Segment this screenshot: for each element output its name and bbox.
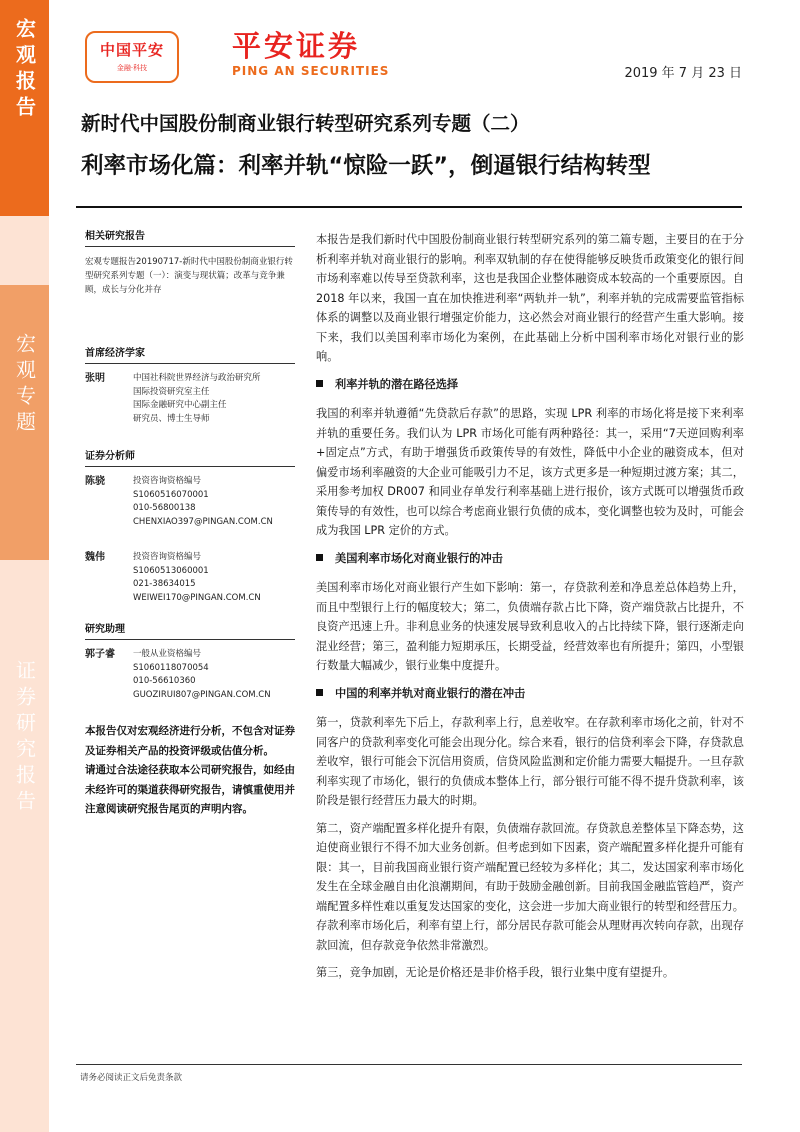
analyst-email-link[interactable]: WEIWEI170@PINGAN.COM.CN [133,592,261,603]
square-bullet-icon [316,380,323,387]
report-date: 2019 年 7 月 23 日 [624,66,742,81]
analysts-heading: 证券分析师 [85,450,295,467]
report-title-series: 新时代中国股份制商业银行转型研究系列专题（二） [81,112,530,135]
sidebar-block-research-report [0,628,49,1132]
assistant-email-link[interactable]: GUOZIRUI807@PINGAN.COM.CN [133,689,271,700]
chief-economist-name: 张明 [85,373,105,384]
assistant-info-line: 一般从业资格编号 [133,649,202,659]
analyst-info-line: 投资咨询资格编号 [133,476,202,486]
ping-an-group-logo [85,31,179,83]
analyst-info-line: S1060513060001 [133,565,209,576]
related-reports-heading: 相关研究报告 [85,230,295,247]
left-info-column [85,230,295,820]
chief-economist-entry [85,372,295,426]
analyst-info-line: 021-38634015 [133,579,196,589]
section-heading [316,549,744,569]
chief-economist-info [133,372,261,426]
body-paragraph: 第三，竞争加剧，无论是价格还是非价格手段，银行业集中度有望提升。 [316,966,675,979]
logo-group-name: 中国平安 [99,41,164,59]
analyst-info-line: 投资咨询资格编号 [133,552,202,562]
body-paragraph: 我国的利率并轨遵循“先贷款后存款”的思路，实现 LPR 利率的市场化将是接下来利率并轨的重要任务。我们认为 LPR 市场化可能有两种路径：其一，采用“7天逆回购利率+固定点”方式，有助于增强货币政策传导的有效性，降低中小企业的融资成本，但对偏爱市场利率融资的大企业可能吸引力不足，该方式更多是一种短期过渡方案；其二，采用参考加权 DR007 和同业存单发行利率基础上进行报价，该方式既可以增强货币政策传导的有效性，也可以综合考虑商业银行负债的成本，变化调整也较为及时，可能会成为我国 LPR 定价的方式。 [316,407,744,537]
assistant-name: 郭子睿 [85,649,115,660]
square-bullet-icon [316,554,323,561]
logo-securities-english: PING AN SECURITIES [232,64,390,78]
ping-an-securities-logo [232,30,389,78]
analyst-entry [85,551,295,605]
logo-group-tagline: 金融·科技 [116,64,148,72]
section-heading-text: 利率并轨的潜在路径选择 [335,377,459,391]
analyst-email-link[interactable]: CHENXIAO397@PINGAN.COM.CN [133,516,273,527]
disclaimer-legal-source: 请通过合法途径获取本公司研究报告，如经由未经许可的渠道获得研究报告，请慎重使用并注意阅读研究报告尾页的声明内容。 [85,764,295,815]
main-body [316,230,744,991]
chief-info-line: 中国社科院世界经济与政治研究所 [133,373,261,383]
sidebar-vertical-label: 证券研究报告 [12,660,37,816]
assistant-info-line: 010-56610360 [133,676,196,686]
section-heading-text: 中国的利率并轨对商业银行的潜在冲击 [335,686,526,700]
body-paragraph: 第二，资产端配置多样化提升有限，负债端存款回流。存贷款息差整体呈下降态势，这迫使商业银行不得不加大业务创新。但考虑到如下因素，资产端配置多样化提升可能有限：其一，目前我国商业银行资产端配置已经较为多样化；其二，发达国家利率市场化发生在全球金融自由化浪潮期间，有助于鼓励金融创新。目前我国金融监管趋严，资产端配置多样性难以重复发达国家的变化，这会进一步加大商业银行的转型和经营压力。存款利率市场化后，利率有望上行，部分居民存款可能会从理财再次转向存款，出现存款回流，但存款竞争依然非常激烈。 [316,821,744,952]
analyst-info-line: S1060516070001 [133,489,209,500]
disclaimer-scope: 本报告仅对宏观经济进行分析，不包含对证券及证券相关产品的投资评级或估值分析。 [85,725,295,757]
chief-economist-heading: 首席经济学家 [85,347,295,364]
chief-info-line: 国际金融研究中心副主任 [133,400,227,410]
analyst-name: 陈骁 [85,476,105,487]
logo-securities-name: 平安证券 [232,29,361,63]
chief-info-line: 国际投资研究室主任 [133,386,210,397]
analyst-name: 魏伟 [85,552,105,563]
related-report-text: 宏观专题报告20190717-新时代中国股份制商业银行转型研究系列专题（一）：演变与现状篇；改革与竞争兼顾，成长与分化并存 [85,257,293,295]
sidebar-vertical-label: 宏观专题 [12,333,37,437]
analyst-info [133,551,261,605]
body-paragraph: 美国利率市场化对商业银行产生如下影响：第一，存贷款利差和净息差总体趋势上升，而且中型银行上行的幅度较大；第二，负债端存款占比下降，资产端贷款占比提升，不良资产迅速上升。非利息业务的快速发展导致利息收入的占比持续下降，银行逐渐走向混业经营；第三，盈利能力短期承压，长期受益，经营效率也有所提升；第四，小型银行数量大幅减少，银行业集中度提升。 [316,581,744,672]
report-title-main: 利率市场化篇：利率并轨“惊险一跃”，倒逼银行结构转型 [81,153,651,179]
analyst-entry [85,475,295,529]
sidebar-vertical-label: 宏观报告 [12,18,37,122]
footer-note: 请务必阅读正文后免责条款 [80,1073,183,1083]
title-divider [76,206,742,208]
section-heading [316,375,744,395]
footer-divider [76,1064,742,1065]
body-paragraph: 第一，贷款利率先下后上，存款利率上行，息差收窄。在存款利率市场化之前，针对不同客户的贷款利率变化可能会出现分化。综合来看，银行的信贷利率会下降，存贷款息差收窄，银行可能会下沉信用资质，信贷风险监测和定价能力需要大幅提升。一旦存款利率实现了市场化，银行的负债成本整体上行，部分银行可能不得不提升贷款利率，该阶段是银行经营压力最大的时期。 [316,716,744,807]
assistant-entry [85,648,295,702]
analyst-info-line: 010-56800138 [133,503,196,513]
chief-info-line: 研究员、博士生导师 [133,413,210,424]
sidebar-block-macro-topic [0,285,49,560]
analyst-info [133,475,273,529]
sidebar-block-macro-report [0,0,49,216]
intro-paragraph: 本报告是我们新时代中国股份制商业银行转型研究系列的第二篇专题，主要目的在于分析利率并轨对商业银行的影响。利率双轨制的存在使得能够反映货币政策变化的银行间市场利率难以传导至贷款利率，这也是我国企业整体融资成本较高的一个重要原因。自 2018 年以来，我国一直在加快推进利率“两轨并一轨”，利率并轨的完成需要监管指标体系的调整以及商业银行增强定价能力，这必然会对商业银行的经营产生重大影响。接下来，我们以美国利率市场化为案例，在此基础上分析中国利率市场化对银行业的影响。 [316,233,744,363]
section-heading [316,684,744,704]
square-bullet-icon [316,689,323,696]
assistant-info-line: S1060118070054 [133,662,209,673]
sidebar [0,0,49,1132]
research-assistant-heading: 研究助理 [85,623,295,640]
section-heading-text: 美国利率市场化对商业银行的冲击 [335,551,503,565]
assistant-info [133,648,271,702]
